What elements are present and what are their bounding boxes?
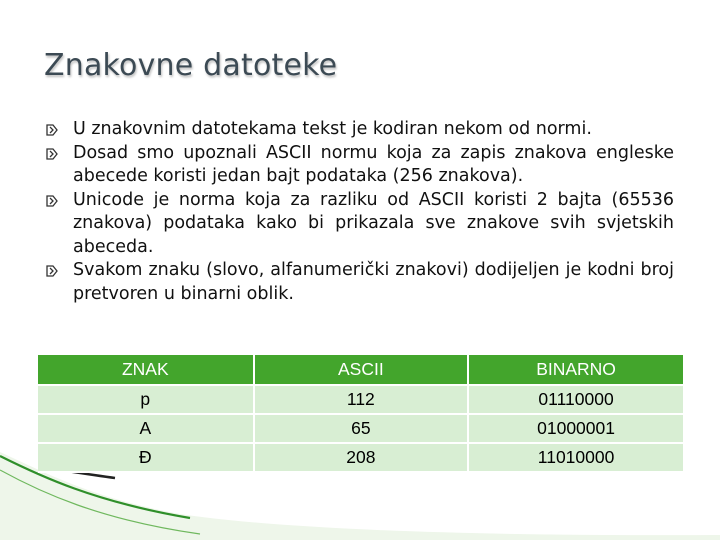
bullet-item bbox=[46, 189, 674, 260]
bullet-text: Svakom znaku (slovo, alfanumerički znakovi) dodijeljen je kodni broj pretvoren u binarni oblik. bbox=[73, 260, 674, 304]
bullet-text: Unicode je norma koja za razliku od ASCII koristi 2 bajta (65536 znakova) podataka kako bi prikazala sve znakove svih svjetskih abeceda. bbox=[73, 189, 674, 257]
slide-title: Znakovne datoteke bbox=[44, 48, 338, 83]
cell-ascii: 208 bbox=[255, 444, 470, 473]
table-row bbox=[38, 415, 683, 444]
header-binarno: BINARNO bbox=[469, 355, 683, 386]
table-row bbox=[38, 444, 683, 473]
bullet-text: Dosad smo upoznali ASCII normu koja za zapis znakova engleske abecede koristi jedan bajt podataka (256 znakova). bbox=[73, 142, 674, 186]
encoding-table bbox=[38, 355, 683, 473]
bullet-marker-icon bbox=[46, 148, 58, 160]
header-ascii: ASCII bbox=[255, 355, 470, 386]
bullet-item bbox=[46, 142, 674, 189]
table-row bbox=[38, 386, 683, 415]
cell-binarno: 01000001 bbox=[469, 415, 683, 444]
bullet-marker-icon bbox=[46, 195, 58, 207]
cell-ascii: 112 bbox=[255, 386, 470, 415]
bullet-marker-icon bbox=[46, 124, 58, 136]
cell-znak: Đ bbox=[38, 444, 255, 473]
cell-ascii: 65 bbox=[255, 415, 470, 444]
header-znak: ZNAK bbox=[38, 355, 255, 386]
cell-znak: A bbox=[38, 415, 255, 444]
bullet-text: U znakovnim datotekama tekst je kodiran nekom od normi. bbox=[73, 119, 592, 139]
bullet-item bbox=[46, 118, 674, 142]
bullet-marker-icon bbox=[46, 265, 58, 277]
cell-binarno: 11010000 bbox=[469, 444, 683, 473]
bullet-list bbox=[46, 118, 674, 306]
bullet-item bbox=[46, 259, 674, 306]
cell-binarno: 01110000 bbox=[469, 386, 683, 415]
cell-znak: p bbox=[38, 386, 255, 415]
table-header-row bbox=[38, 355, 683, 386]
